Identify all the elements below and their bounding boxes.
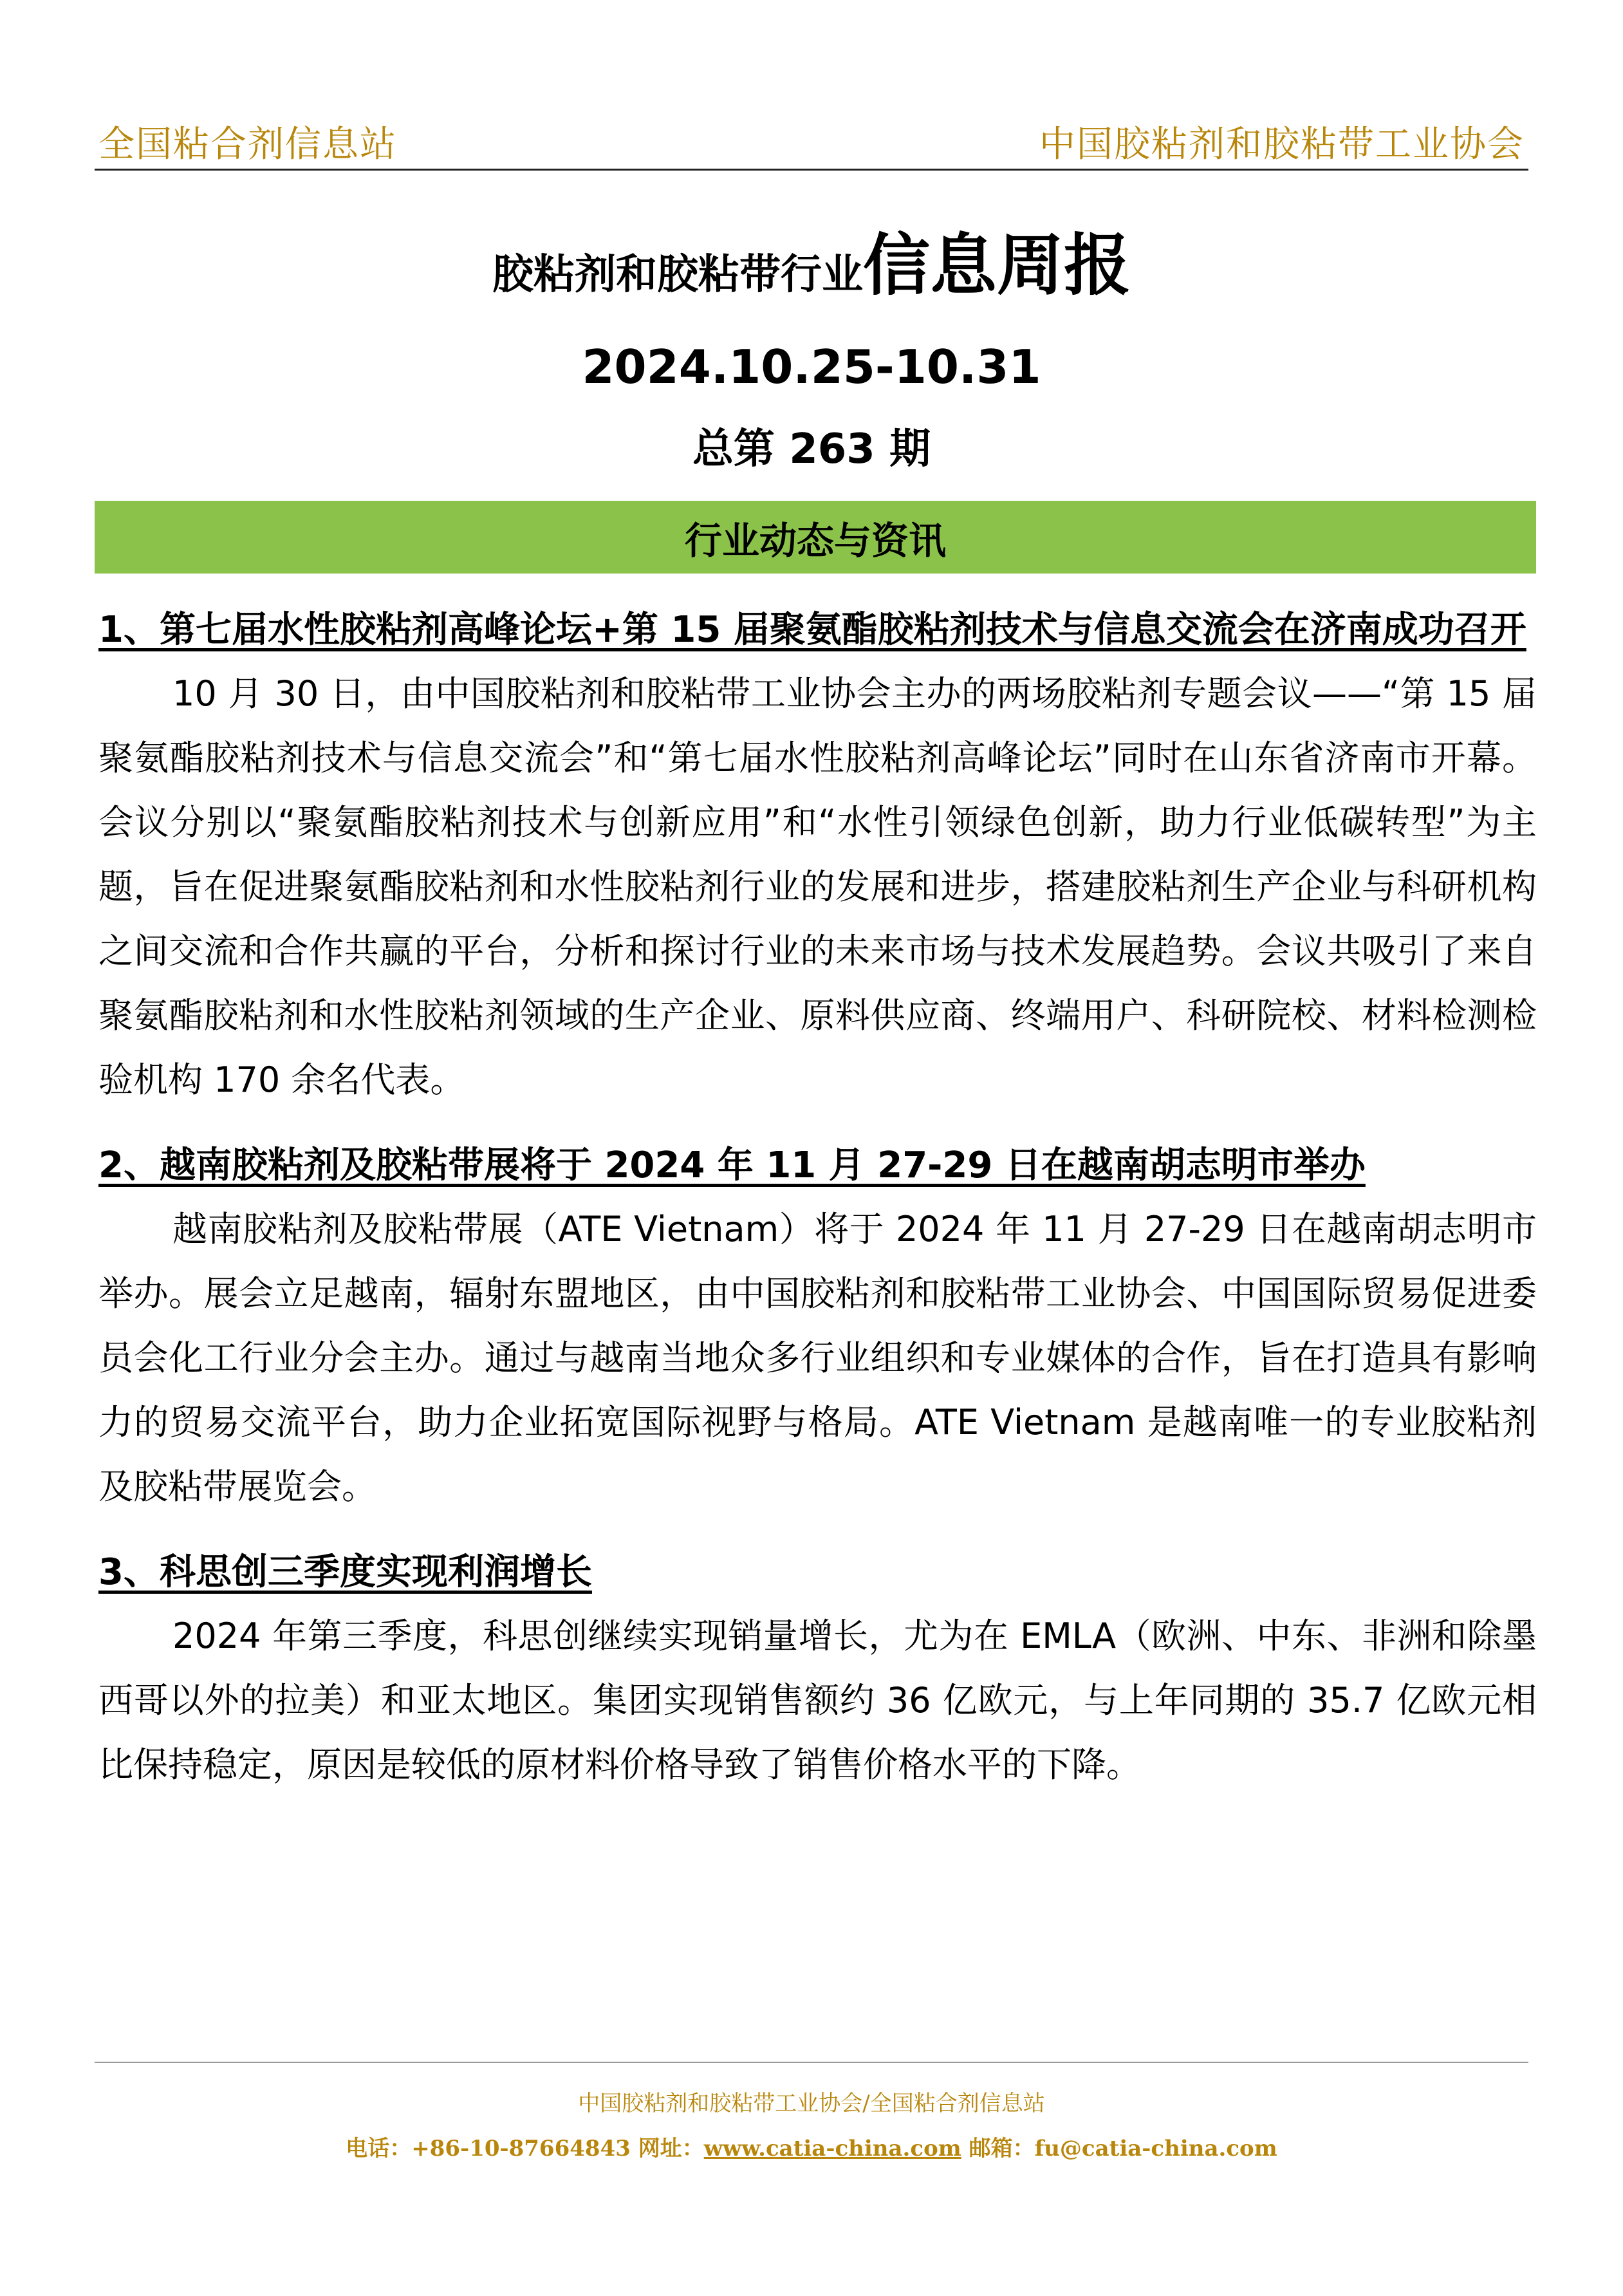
footer-phone-label: 电话： <box>346 2136 412 2161</box>
footer-organization: 中国胶粘剂和胶粘带工业协会/全国粘合剂信息站 <box>578 2091 1045 2116</box>
article-1-heading: 1、第七届水性胶粘剂高峰论坛+第 15 届聚氨酯胶粘剂技术与信息交流会在济南成功召开 <box>98 609 1526 651</box>
footer-contact <box>0 2131 1623 2162</box>
report-title <box>0 211 1623 308</box>
report-title-main: 信息周报 <box>862 226 1131 304</box>
footer-phone: +86-10-87664843 <box>411 2136 631 2161</box>
article-1-body: 10 月 30 日，由中国胶粘剂和胶粘带工业协会主办的两场胶粘剂专题会议——“第 15 届聚氨酯胶粘剂技术与信息交流会”和“第七届水性胶粘剂高峰论坛”同时在山东省济南市开幕。会议分别以“聚氨酯胶粘剂技术与创新应用”和“水性引领绿色创新，助力行业低碳转型”为主题，旨在促进聚氨酯胶粘剂和水性胶粘剂行业的发展和进步，搭建胶粘剂生产企业与科研机构之间交流和合作共赢的平台，分析和探讨行业的未来市场与技术发展趋势。会议共吸引了来自聚氨酯胶粘剂和水性胶粘剂领域的生产企业、原料供应商、终端用户、科研院校、材料检测检验机构 170 余名代表。 <box>98 673 1537 1100</box>
footer-email-label: 邮箱： <box>961 2136 1035 2161</box>
section-band <box>95 501 1536 574</box>
issue-number: 总第 263 期 <box>692 425 931 473</box>
footer-website-link[interactable]: www.catia-china.com <box>703 2136 961 2161</box>
report-title-prefix: 胶粘剂和胶粘带行业 <box>492 251 863 299</box>
article-2-body: 越南胶粘剂及胶粘带展（ATE Vietnam）将于 2024 年 11 月 27-29 日在越南胡志明市举办。展会立足越南，辐射东盟地区，由中国胶粘剂和胶粘带工业协会、中国国际贸易促进委员会化工行业分会主办。通过与越南当地众多行业组织和专业媒体的合作，旨在打造具有影响力的贸易交流平台，助力企业拓宽国际视野与格局。ATE Vietnam 是越南唯一的专业胶粘剂及胶粘带展览会。 <box>98 1209 1537 1507</box>
article-2-heading: 2、越南胶粘剂及胶粘带展将于 2024 年 11 月 27-29 日在越南胡志明市举办 <box>98 1144 1366 1186</box>
article-list <box>98 599 1537 1819</box>
article-1 <box>98 599 1537 1112</box>
article-2 <box>98 1134 1537 1519</box>
footer-web-label: 网址： <box>630 2136 704 2161</box>
article-3 <box>98 1541 1537 1797</box>
header-divider <box>95 169 1528 171</box>
article-3-heading: 3、科思创三季度实现利润增长 <box>98 1551 592 1593</box>
footer-email: fu@catia-china.com <box>1034 2136 1277 2161</box>
header-right-title: 中国胶粘剂和胶粘带工业协会 <box>1039 124 1525 165</box>
footer-divider <box>95 2062 1528 2063</box>
article-3-body: 2024 年第三季度，科思创继续实现销量增长，尤为在 EMLA（欧洲、中东、非洲和除墨西哥以外的拉美）和亚太地区。集团实现销售额约 36 亿欧元，与上年同期的 35.7 亿欧元相比保持稳定，原因是较低的原材料价格导致了销售价格水平的下降。 <box>98 1616 1537 1785</box>
header-left-title: 全国粘合剂信息站 <box>98 124 397 165</box>
section-band-label: 行业动态与资讯 <box>684 518 946 563</box>
date-range: 2024.10.25-10.31 <box>582 340 1041 394</box>
